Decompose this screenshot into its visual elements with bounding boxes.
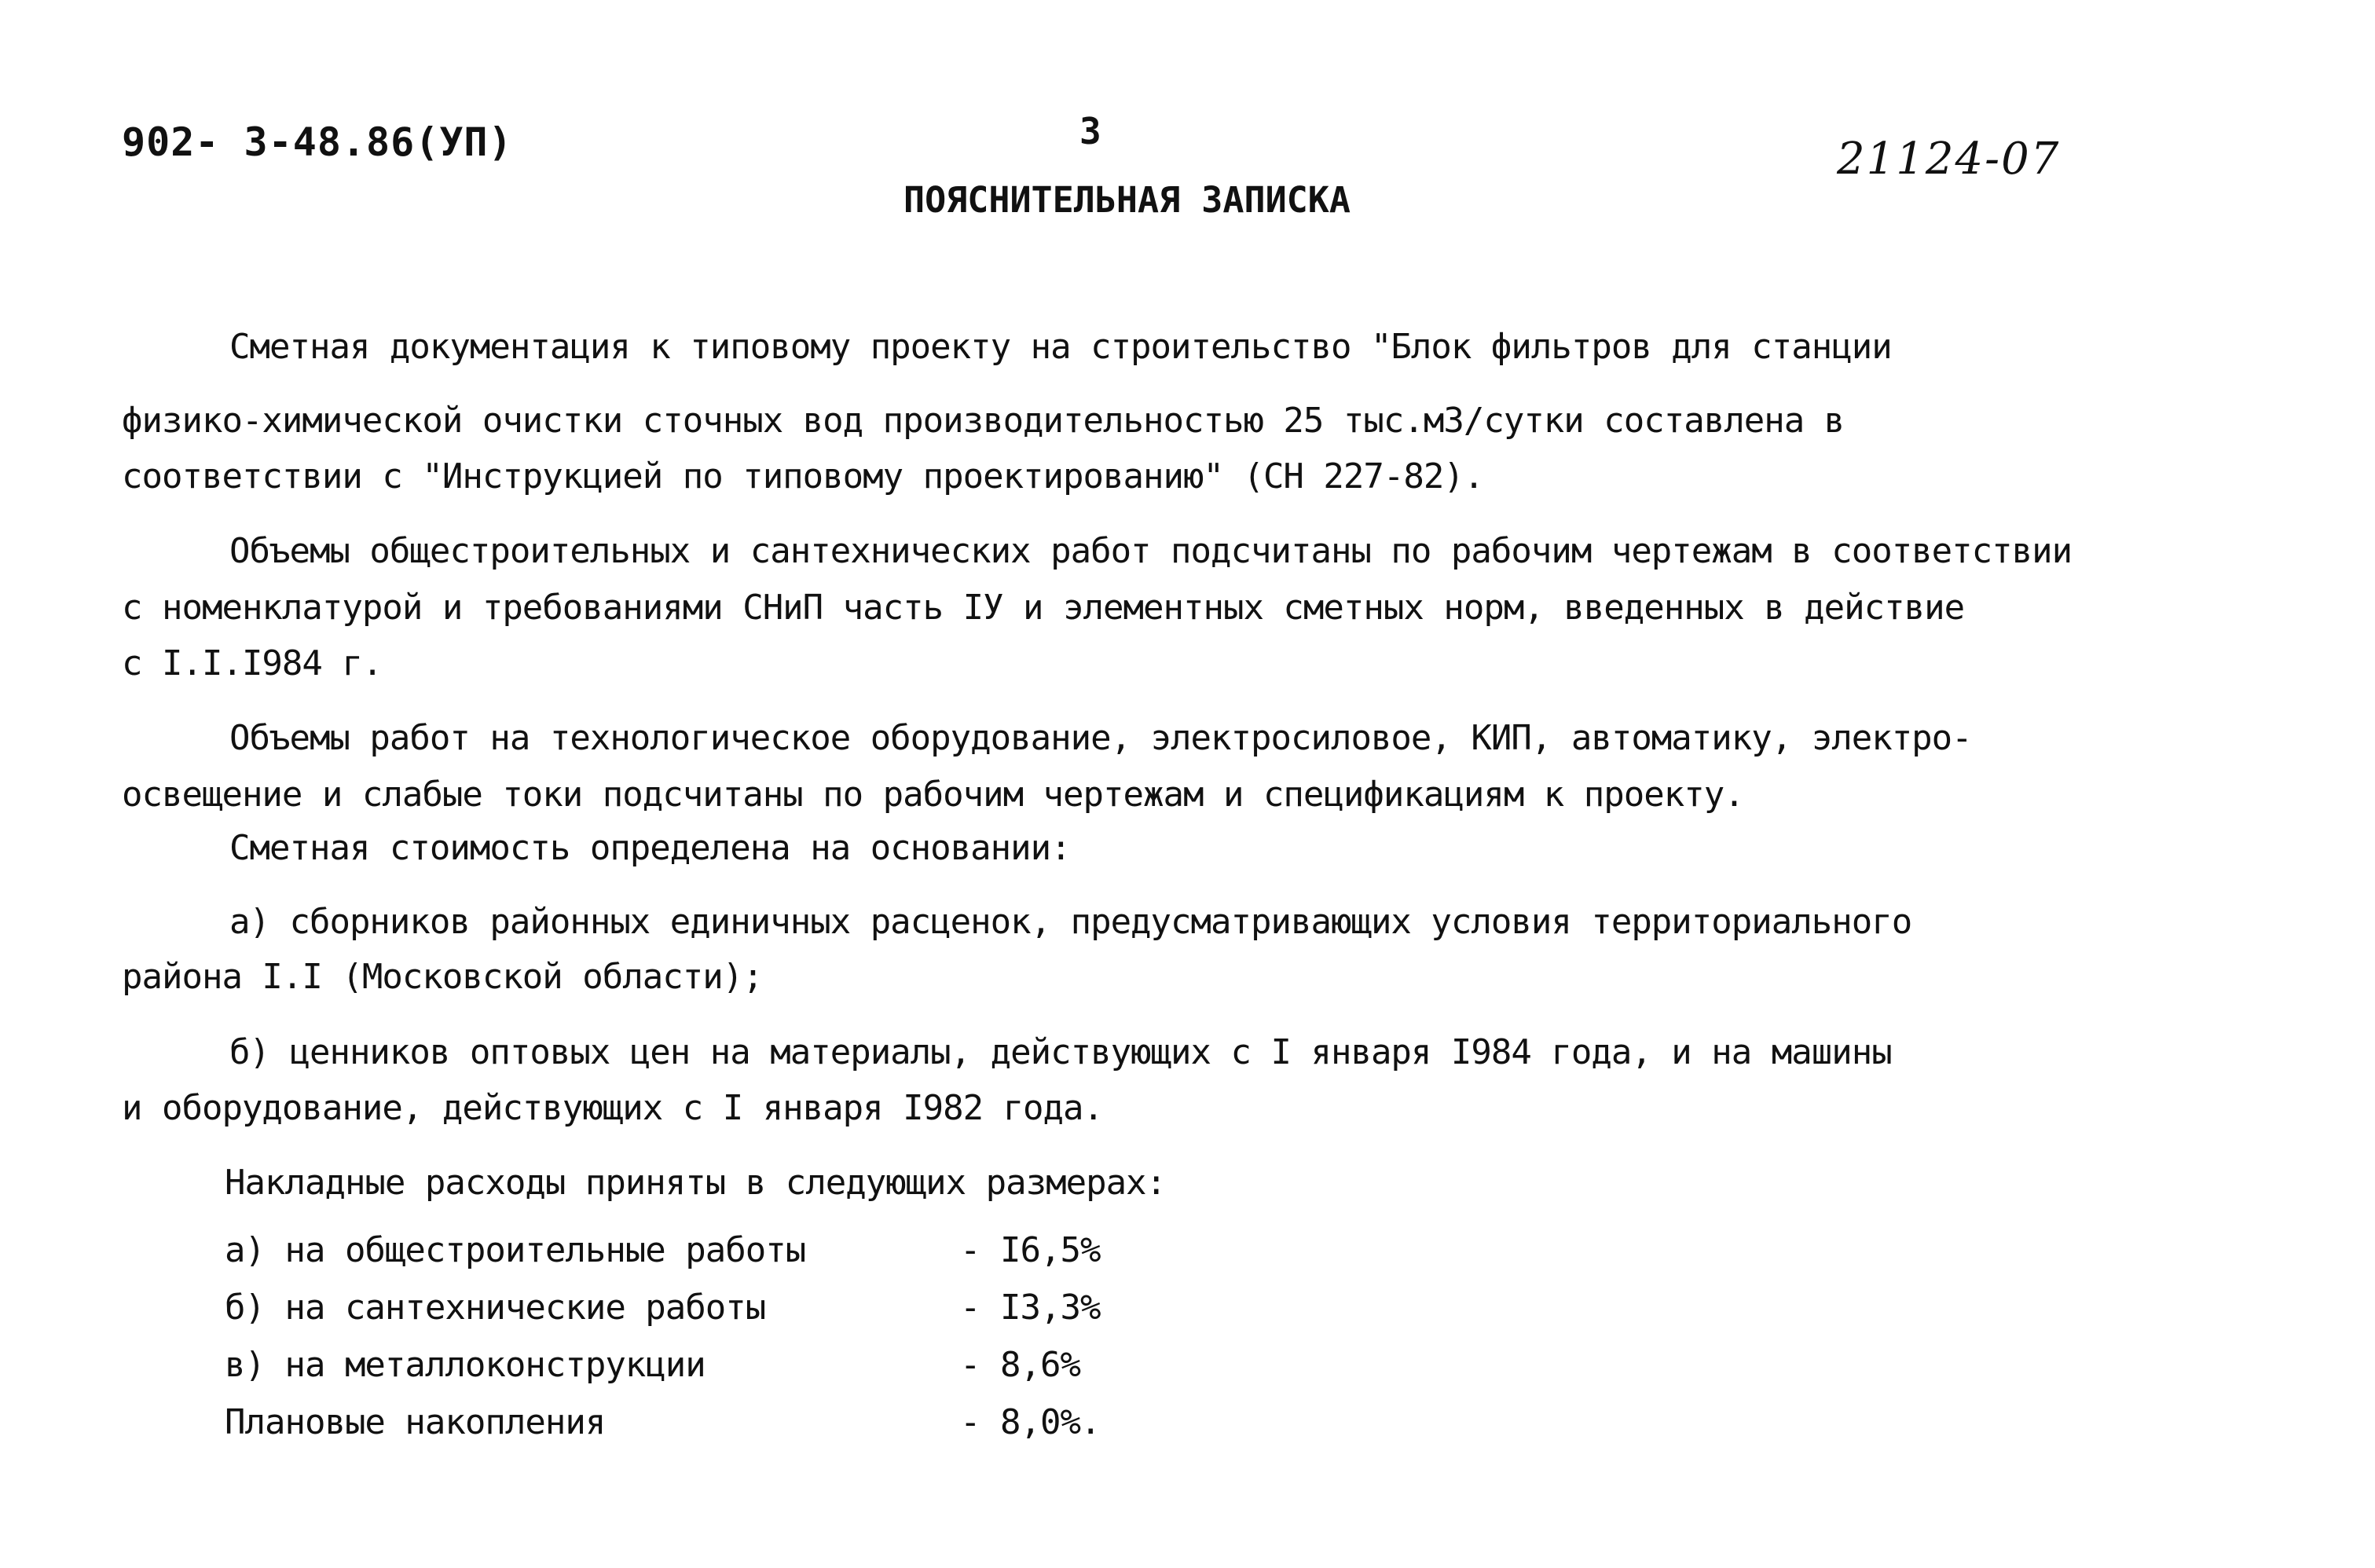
body-line: соответствии с "Инструкцией по типовому проектированию" (СН 227-82).	[122, 456, 1484, 496]
overhead-rate-value: - 8,6%	[960, 1345, 1080, 1385]
body-line: района I.I (Московской области);	[122, 957, 763, 997]
body-line: Объемы работ на технологическое оборудование, электросиловое, КИП, автоматику, электро-	[229, 718, 1972, 758]
body-line: Накладные расходы приняты в следующих размерах:	[225, 1163, 1167, 1203]
archive-number: 21124-07	[1837, 134, 2061, 185]
planned-savings-label: Плановые накопления	[225, 1402, 606, 1442]
overhead-rate-value: - I6,5%	[960, 1230, 1101, 1270]
overhead-rate-value: - I3,3%	[960, 1288, 1101, 1328]
document-code: 902- 3-48.86(УП)	[122, 119, 513, 165]
overhead-rate-row	[225, 1345, 1167, 1402]
body-line: с номенклатурой и требованиями СНиП часть IУ и элементных сметных норм, введенных в действие	[122, 588, 1965, 628]
planned-savings-row	[225, 1402, 1167, 1460]
body-line: с I.I.I984 г.	[122, 643, 383, 683]
page-number: 3	[1079, 110, 1101, 152]
overhead-rate-label: а) на общестроительные работы	[225, 1230, 806, 1270]
body-line: физико-химической очистки сточных вод производительностью 25 тыс.м3/сутки составлена в	[122, 401, 1845, 441]
body-line: а) сборников районных единичных расценок, предусматривающих условия территориального	[229, 902, 1912, 942]
body-line: освещение и слабые токи подсчитаны по рабочим чертежам и спецификациям к проекту.	[122, 775, 1744, 815]
overhead-rate-row	[225, 1288, 1167, 1345]
document-title: ПОЯСНИТЕЛЬНАЯ ЗАПИСКА	[903, 179, 1351, 221]
body-line: Сметная документация к типовому проекту на строительство "Блок фильтров для станции	[229, 327, 1892, 367]
body-line: Объемы общестроительных и сантехнических работ подсчитаны по рабочим чертежам в соответствии	[229, 531, 2073, 571]
overhead-rate-label: б) на сантехнические работы	[225, 1288, 766, 1328]
body-line: б) ценников оптовых цен на материалы, действующих с I января I984 года, и на машины	[229, 1032, 1892, 1072]
overhead-rate-row	[225, 1230, 1167, 1288]
overhead-rate-label: в) на металлоконструкции	[225, 1345, 706, 1385]
body-line: и оборудование, действующих с I января I982 года.	[122, 1088, 1104, 1128]
overhead-rate-list	[225, 1230, 1167, 1460]
body-line: Сметная стоимость определена на основании:	[229, 828, 1071, 868]
planned-savings-value: - 8,0%.	[960, 1402, 1101, 1442]
